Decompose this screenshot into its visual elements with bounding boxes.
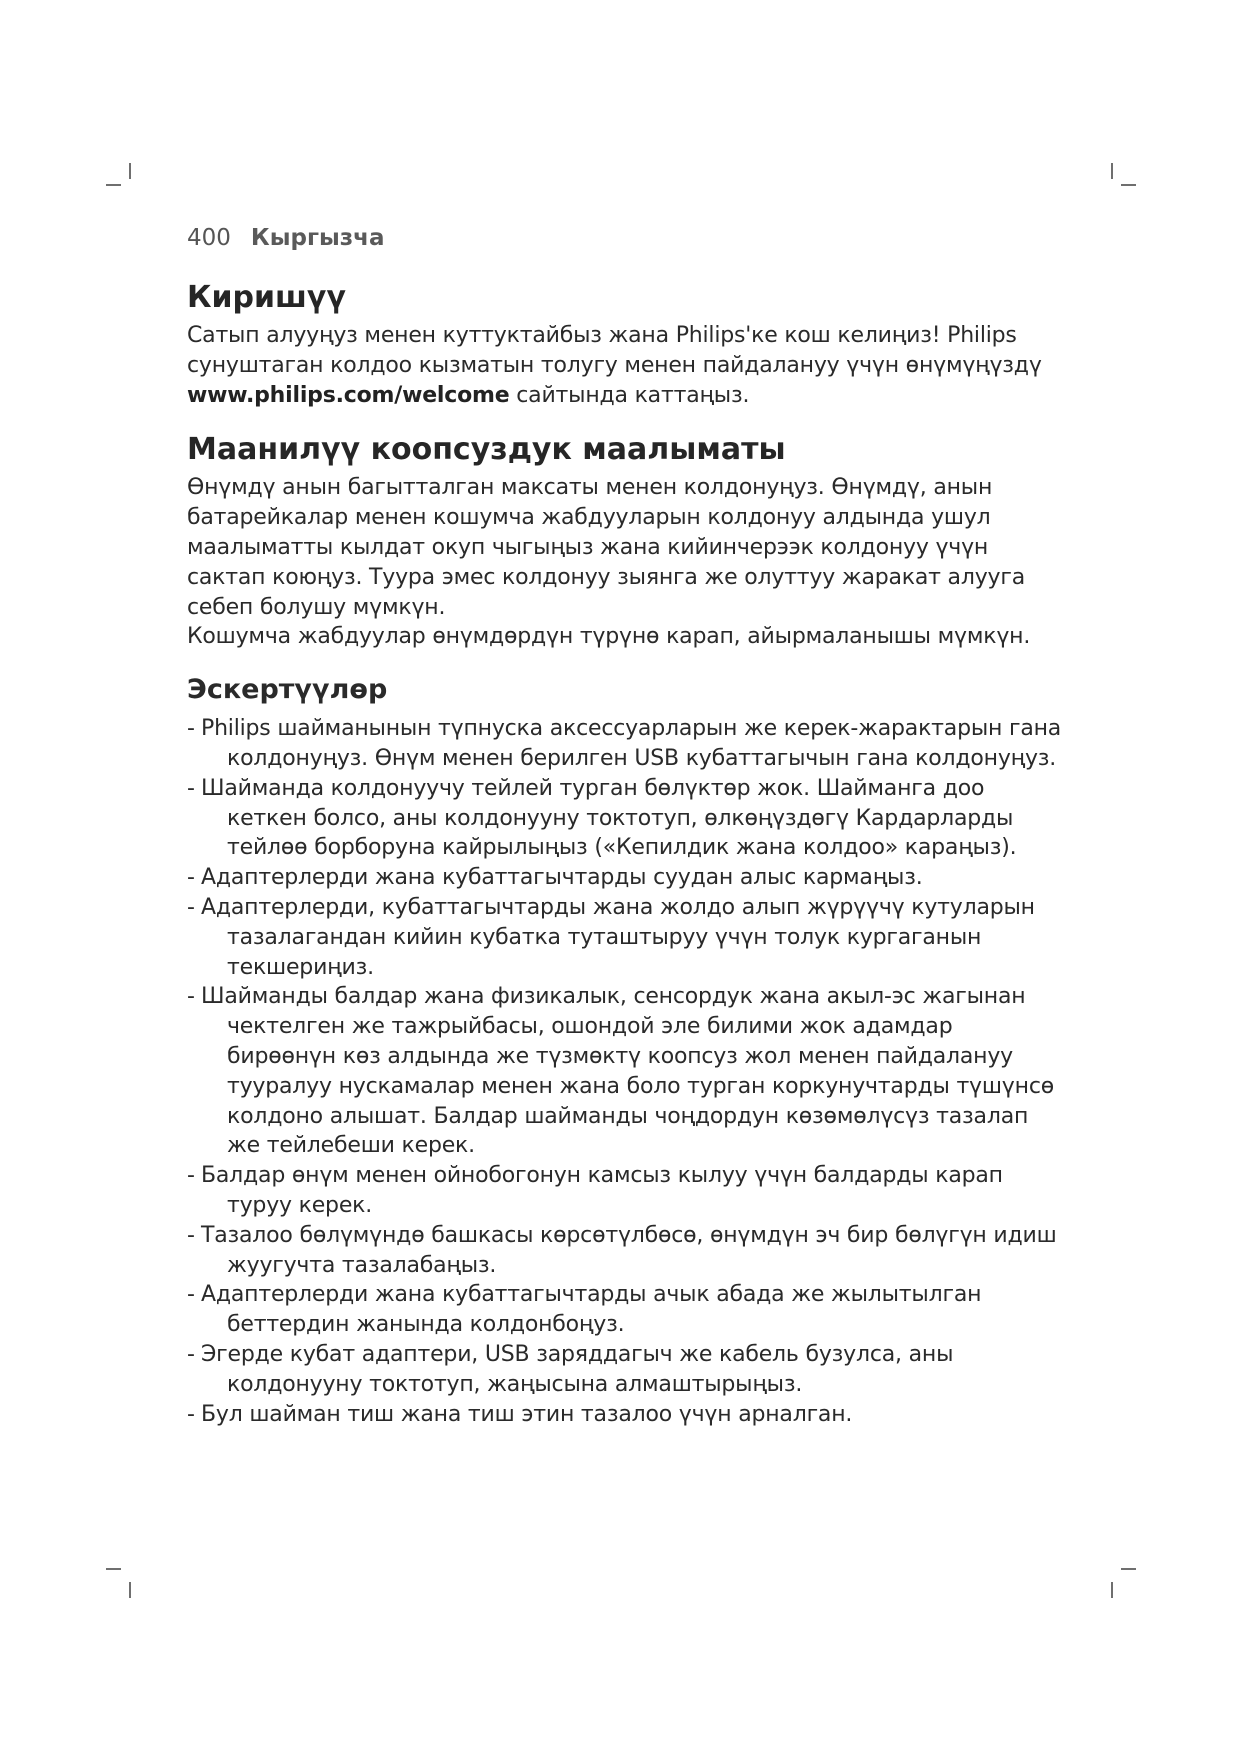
bullet-dash: - [187, 865, 195, 891]
crop-mark-top-right-h [1121, 184, 1136, 186]
bullet-dash: - [187, 716, 195, 742]
crop-mark-bottom-right-v [1111, 1582, 1113, 1598]
intro-text-after-link: сайтында каттаңыз. [516, 382, 750, 408]
warnings-list [187, 714, 1067, 1429]
warning-item: - Адаптерлерди, кубаттагычтарды жана жолдо алып жүрүүчү кутуларын тазалагандан кийин кубатка туташтыруу үчүн толук кургаганын текшериңиз. [187, 894, 1035, 980]
bullet-dash: - [187, 894, 195, 920]
page-header [187, 222, 1067, 254]
intro-section [187, 278, 1067, 410]
crop-mark-bottom-right-h [1121, 1568, 1136, 1570]
crop-mark-top-left-v [129, 163, 131, 179]
warning-item: - Адаптерлерди жана кубаттагычтарды ачык абада же жылытылган беттердин жанында колдонбоңуз. [187, 1282, 982, 1338]
crop-mark-bottom-left-v [129, 1582, 131, 1598]
crop-mark-top-right-v [1111, 163, 1113, 179]
warning-item: - Philips шайманынын түпнуска аксессуарларын же керек-жарактарын гана колдонуңуз. Өнүм менен берилген USB кубаттагычын гана колдонуңуз. [187, 716, 1062, 771]
language-label: Кыргызча [250, 225, 385, 251]
page-content [187, 222, 1067, 1429]
intro-paragraph [187, 321, 1067, 410]
bullet-dash: - [187, 1163, 195, 1189]
page-number: 400 [187, 225, 231, 251]
bullet-dash: - [187, 984, 195, 1010]
safety-title: Маанилүү коопсуздук маалыматы [187, 432, 786, 468]
bullet-dash: - [187, 1222, 195, 1248]
warning-item: - Адаптерлерди жана кубаттагычтарды суудан алыс кармаңыз. [187, 863, 1067, 893]
bullet-dash: - [187, 1401, 195, 1427]
safety-paragraph-1: Өнүмдү анын багытталган максаты менен колдонуңуз. Өнүмдү, анын батарейкалар менен кошумча жабдууларын колдонуу алдында ушул маалыматты кылдат окуп чыгыңыз жана кийинчерээк колдонуу үчүн сактап коюңуз. Туура эмес колдонуу зыянга же олуттуу жаракат алууга себеп болушу мүмкүн. [187, 475, 1025, 620]
warning-item: - Бул шайман тиш жана тиш этин тазалоо үчүн арналган. [187, 1400, 1067, 1430]
warning-item: - Балдар өнүм менен ойнобогонун камсыз кылуу үчүн балдарды карап туруу керек. [187, 1163, 1003, 1218]
safety-paragraph-2: Кошумча жабдуулар өнүмдөрдүн түрүнө карап, айырмаланышы мүмкүн. [187, 624, 1031, 650]
crop-mark-top-left-h [106, 184, 121, 186]
intro-title: Киришүү [187, 280, 347, 315]
bullet-dash: - [187, 1282, 195, 1308]
warnings-section [187, 672, 1067, 1429]
warnings-title: Эскертүүлөр [187, 674, 388, 706]
warning-item: - Шайманда колдонуучу тейлей турган бөлүктөр жок. Шайманга доо кеткен болсо, аны колдонууну токтотуп, өлкөңүздөгү Кардарларды тейлөө борборуна кайрылыңыз («Кепилдик жана колдоо» караңыз). [187, 775, 1017, 861]
warning-item: - Шайманды балдар жана физикалык, сенсордук жана акыл-эс жагынан чектелген же тажрыйбасы, ошондой эле билими жок адамдар бирөөнүн көз алдында же түзмөктү коопсуз жол менен пайдалануу тууралуу нускамалар менен жана боло турган коркунучтарды түшүнсө колдоно алышат. Балдар шайманды чоңдордун көзөмөлүсүз тазалап же тейлебеши керек. [187, 984, 1054, 1159]
bullet-dash: - [187, 1341, 195, 1367]
welcome-link[interactable]: www.philips.com/welcome [187, 382, 510, 408]
intro-text-before-link: Сатып алууңуз менен куттуктайбыз жана Philips'ке кош келиңиз! Philips сунуштаган колдоо кызматын толугу менен пайдалануу үчүн өнүмүңүздү [187, 323, 1042, 378]
crop-mark-bottom-left-h [106, 1568, 121, 1570]
bullet-dash: - [187, 775, 195, 801]
warning-item: - Тазалоо бөлүмүндө башкасы көрсөтүлбөсө, өнүмдүн эч бир бөлүгүн идиш жуугучта тазалабаңыз. [187, 1222, 1057, 1278]
safety-section [187, 430, 1067, 652]
warning-item: - Эгерде кубат адаптери, USB заряддагыч же кабель бузулса, аны колдонууну токтотуп, жаңысына алмаштырыңыз. [187, 1341, 954, 1397]
